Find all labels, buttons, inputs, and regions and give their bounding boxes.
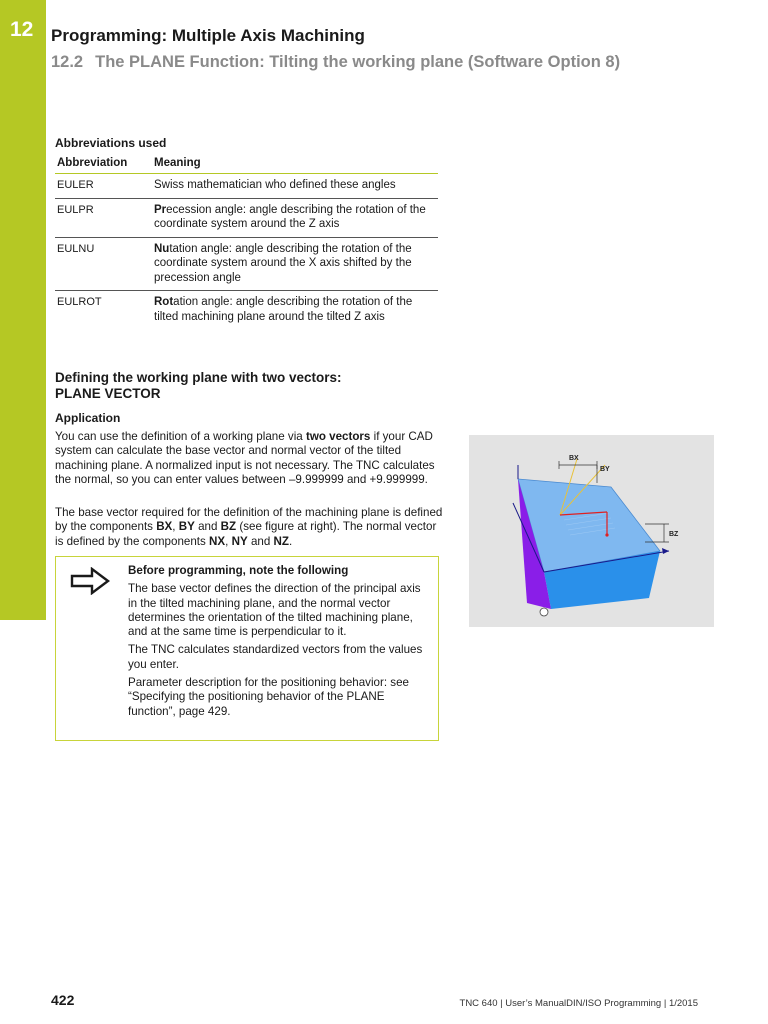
- abbreviation-cell: EULPR: [55, 198, 152, 237]
- paragraph-application: [55, 430, 443, 487]
- text-emphasis: BY: [178, 520, 195, 534]
- plane-vector-diagram: [469, 435, 714, 627]
- table-row: [55, 237, 438, 291]
- abbreviations-table: [55, 152, 438, 329]
- meaning-cell: [152, 174, 438, 199]
- text-run: and: [247, 534, 274, 548]
- text-run: (see figure at right). The normal vector is defined by the components: [55, 520, 437, 548]
- abbreviation-cell: EULROT: [57, 296, 102, 308]
- section-heading-line: PLANE VECTOR: [55, 386, 161, 401]
- text-run: .: [288, 534, 293, 548]
- text-run: if your CAD system can calculate the base vector and normal vector of the tilted machining plane. A normalized input is not necessary. The TNC calculates the normal, so you can enter values between –9.999999 and +9.999999.: [55, 430, 435, 486]
- section-heading-line: Defining the working plane with two vectors:: [55, 370, 342, 385]
- text-emphasis: two vectors: [305, 430, 371, 443]
- arrow-right-icon: [70, 567, 110, 595]
- meaning-cell: [152, 237, 438, 291]
- paragraph-vectors: [55, 506, 443, 549]
- column-header-abbreviation: Abbreviation: [55, 152, 152, 174]
- section-title: The PLANE Function: Tilting the working plane (Software Option 8): [95, 53, 621, 71]
- table-caption: Abbreviations used: [55, 136, 167, 150]
- text-run: The base vector required for the definition of the machining plane is defined by the components: [55, 506, 443, 534]
- table-row: [55, 291, 438, 330]
- chapter-side-bar: [0, 0, 46, 620]
- footer-text: TNC 640 | User’s ManualDIN/ISO Programming | 1/2015: [459, 998, 698, 1009]
- section-heading: [55, 370, 455, 402]
- note-box: [55, 556, 439, 741]
- chapter-title: Programming: Multiple Axis Machining: [51, 26, 365, 45]
- meaning-text: ation angle: angle describing the rotation of the tilted machining plane around the tilted Z axis: [154, 296, 413, 323]
- text-run: and: [194, 520, 221, 534]
- plane-vector-figure: [469, 435, 714, 627]
- origin-marker: [540, 608, 548, 616]
- meaning-cell: [152, 198, 438, 237]
- application-heading: Application: [55, 411, 121, 425]
- vector-end-point: [605, 533, 608, 536]
- table-row: [55, 198, 438, 237]
- note-paragraph: Parameter description for the positioning behavior: see “Specifying the positioning behavior of the PLANE function”, page 429.: [128, 676, 409, 718]
- table-row: [55, 174, 438, 199]
- note-paragraph: The TNC calculates standardized vectors from the values you enter.: [128, 643, 423, 671]
- text-emphasis: BZ: [220, 520, 237, 534]
- meaning-text: tation angle: angle describing the rotation of the coordinate system around the X axis shifted by the precession angle: [154, 242, 412, 284]
- label-bx: BX: [569, 455, 579, 462]
- axis-x-arrow: [662, 548, 669, 554]
- text-run: You can use the definition of a working plane via: [55, 430, 306, 443]
- text-emphasis: BX: [156, 520, 173, 534]
- abbreviation-cell: EULNU: [55, 237, 152, 291]
- chapter-number: 12: [10, 18, 34, 41]
- column-header-meaning: Meaning: [152, 152, 438, 174]
- section-number: 12.2: [51, 53, 84, 71]
- meaning-text: ecession angle: angle describing the rotation of the coordinate system around the Z axis: [154, 203, 426, 230]
- meaning-text: Swiss mathematician who defined these angles: [154, 179, 396, 191]
- meaning-emphasis: Pr: [154, 203, 167, 216]
- text-run: ,: [225, 534, 232, 548]
- text-run: ,: [172, 520, 179, 534]
- label-bz: BZ: [669, 531, 679, 538]
- note-paragraph: The base vector defines the direction of the principal axis in the tilted machining plane, and the normal vector determines the orientation of the tilted machining plane, and at the same time is perpendicular to it.: [128, 582, 421, 639]
- meaning-emphasis: Nu: [154, 242, 170, 255]
- meaning-cell: [152, 291, 438, 330]
- note-content: [128, 564, 428, 723]
- section-header: [51, 53, 620, 72]
- page-number: 422: [51, 992, 75, 1008]
- text-emphasis: NY: [231, 534, 248, 548]
- abbreviation-cell: EULER: [55, 174, 152, 199]
- label-by: BY: [600, 466, 610, 473]
- meaning-emphasis: Rot: [154, 296, 174, 308]
- note-heading: Before programming, note the following: [128, 564, 349, 577]
- text-emphasis: NZ: [273, 534, 289, 548]
- text-emphasis: NX: [209, 534, 226, 548]
